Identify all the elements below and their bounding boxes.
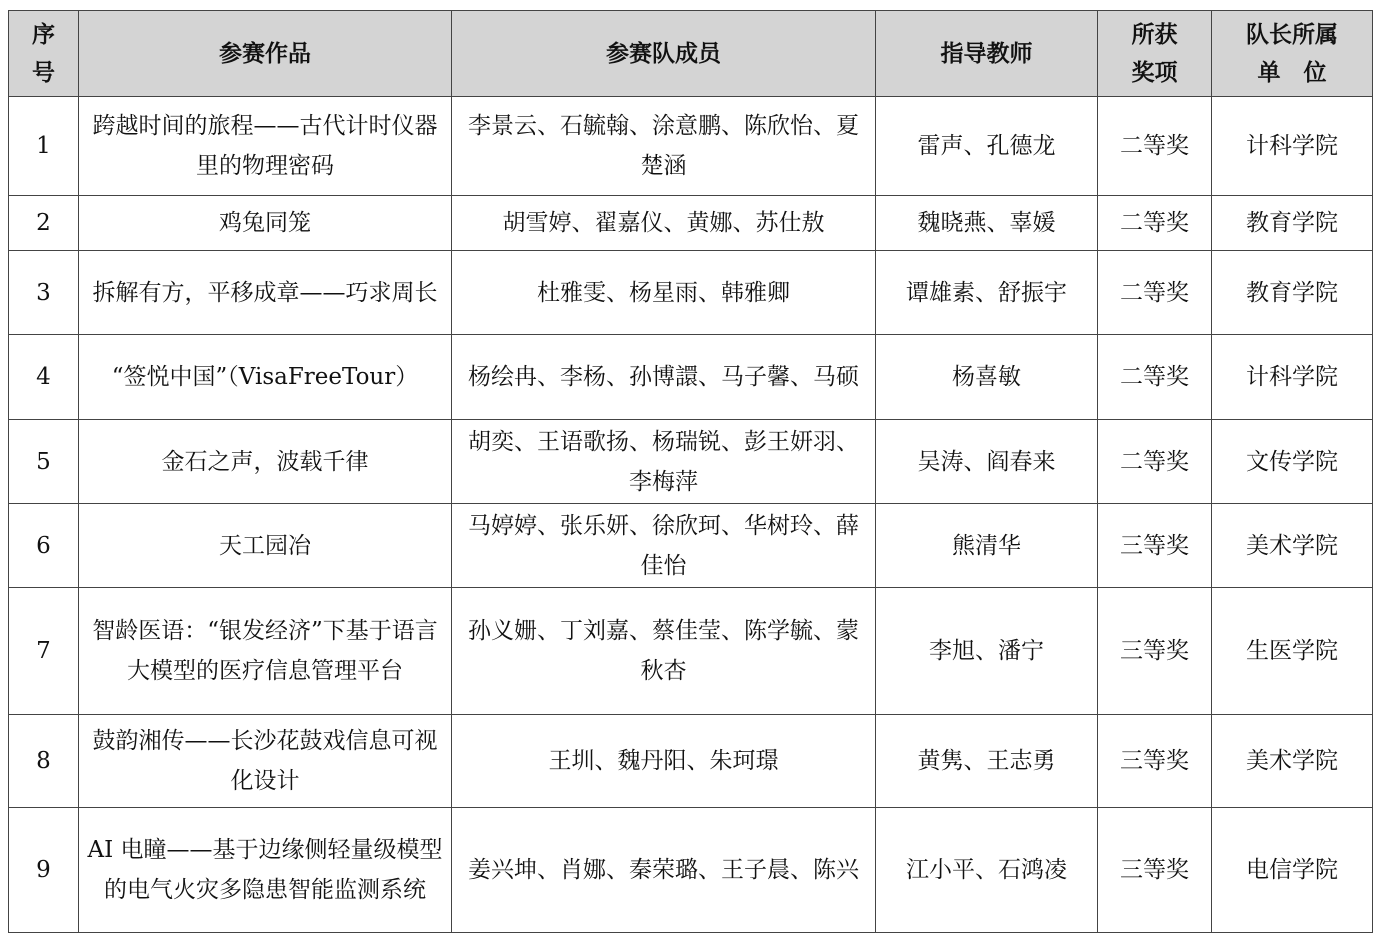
cell-award: 三等奖 — [1098, 808, 1212, 933]
cell-advisor: 李旭、潘宁 — [876, 588, 1098, 715]
cell-advisor: 吴涛、阎春来 — [876, 420, 1098, 504]
cell-work: 鸡兔同笼 — [79, 196, 452, 251]
cell-no: 6 — [9, 504, 79, 588]
cell-members: 姜兴坤、肖娜、秦荣璐、王子晨、陈兴 — [452, 808, 876, 933]
cell-no: 3 — [9, 251, 79, 335]
cell-award: 二等奖 — [1098, 420, 1212, 504]
cell-unit: 教育学院 — [1212, 251, 1373, 335]
table-row — [9, 97, 1373, 196]
header-row — [9, 11, 1373, 97]
cell-work: AI 电瞳——基于边缘侧轻量级模型的电气火灾多隐患智能监测系统 — [79, 808, 452, 933]
table-row — [9, 504, 1373, 588]
cell-no: 4 — [9, 335, 79, 420]
cell-award: 二等奖 — [1098, 97, 1212, 196]
cell-award: 二等奖 — [1098, 251, 1212, 335]
cell-members: 杜雅雯、杨星雨、韩雅卿 — [452, 251, 876, 335]
cell-award: 三等奖 — [1098, 715, 1212, 808]
table-row — [9, 335, 1373, 420]
cell-work: 鼓韵湘传——长沙花鼓戏信息可视化设计 — [79, 715, 452, 808]
header-no: 序 号 — [9, 11, 79, 97]
cell-members: 胡雪婷、翟嘉仪、黄娜、苏仕敖 — [452, 196, 876, 251]
table-row — [9, 196, 1373, 251]
cell-unit: 生医学院 — [1212, 588, 1373, 715]
cell-work: 智龄医语：“银发经济”下基于语言大模型的医疗信息管理平台 — [79, 588, 452, 715]
awards-table — [8, 10, 1373, 933]
cell-no: 7 — [9, 588, 79, 715]
table-row — [9, 808, 1373, 933]
cell-work: 天工园冶 — [79, 504, 452, 588]
cell-work: 金石之声，波载千律 — [79, 420, 452, 504]
cell-advisor: 黄隽、王志勇 — [876, 715, 1098, 808]
table-row — [9, 420, 1373, 504]
cell-work: 跨越时间的旅程——古代计时仪器里的物理密码 — [79, 97, 452, 196]
table-row — [9, 588, 1373, 715]
cell-members: 马婷婷、张乐妍、徐欣珂、华树玲、薛佳怡 — [452, 504, 876, 588]
cell-unit: 计科学院 — [1212, 335, 1373, 420]
cell-award: 二等奖 — [1098, 196, 1212, 251]
cell-unit: 教育学院 — [1212, 196, 1373, 251]
cell-unit: 电信学院 — [1212, 808, 1373, 933]
cell-advisor: 杨喜敏 — [876, 335, 1098, 420]
cell-members: 杨绘冉、李杨、孙博譞、马子馨、马硕 — [452, 335, 876, 420]
cell-no: 2 — [9, 196, 79, 251]
cell-no: 9 — [9, 808, 79, 933]
cell-no: 8 — [9, 715, 79, 808]
cell-members: 孙义姗、丁刘嘉、蔡佳莹、陈学毓、蒙秋杏 — [452, 588, 876, 715]
cell-unit: 计科学院 — [1212, 97, 1373, 196]
cell-members: 王圳、魏丹阳、朱珂璟 — [452, 715, 876, 808]
header-award: 所获 奖项 — [1098, 11, 1212, 97]
cell-members: 胡奕、王语歌扬、杨瑞锐、彭王妍羽、李梅萍 — [452, 420, 876, 504]
header-unit: 队长所属 单 位 — [1212, 11, 1373, 97]
table-row — [9, 715, 1373, 808]
cell-members: 李景云、石毓翰、涂意鹏、陈欣怡、夏楚涵 — [452, 97, 876, 196]
cell-work: “签悦中国”（VisaFreeTour） — [79, 335, 452, 420]
header-advisor: 指导教师 — [876, 11, 1098, 97]
cell-advisor: 谭雄素、舒振宇 — [876, 251, 1098, 335]
cell-unit: 美术学院 — [1212, 504, 1373, 588]
cell-unit: 美术学院 — [1212, 715, 1373, 808]
header-work: 参赛作品 — [79, 11, 452, 97]
cell-no: 1 — [9, 97, 79, 196]
cell-work: 拆解有方，平移成章——巧求周长 — [79, 251, 452, 335]
cell-no: 5 — [9, 420, 79, 504]
cell-advisor: 熊清华 — [876, 504, 1098, 588]
cell-advisor: 魏晓燕、辜媛 — [876, 196, 1098, 251]
cell-award: 二等奖 — [1098, 335, 1212, 420]
cell-unit: 文传学院 — [1212, 420, 1373, 504]
cell-advisor: 雷声、孔德龙 — [876, 97, 1098, 196]
header-members: 参赛队成员 — [452, 11, 876, 97]
cell-award: 三等奖 — [1098, 504, 1212, 588]
cell-award: 三等奖 — [1098, 588, 1212, 715]
cell-advisor: 江小平、石鸿凌 — [876, 808, 1098, 933]
table-row — [9, 251, 1373, 335]
